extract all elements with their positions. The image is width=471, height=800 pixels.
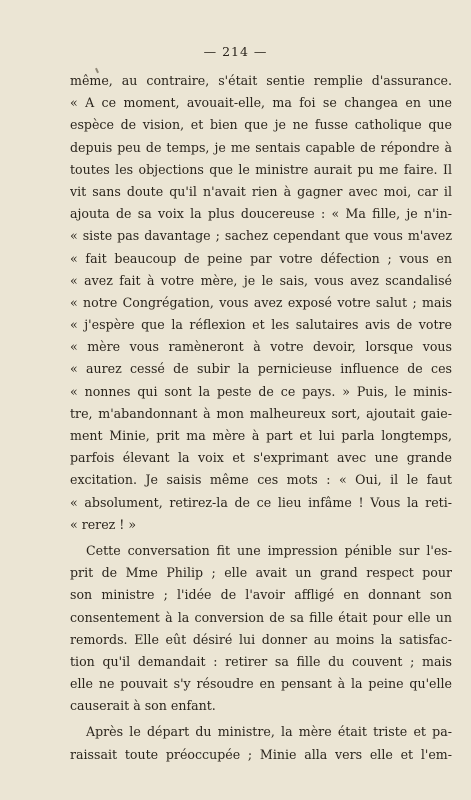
text-line: tion qu'il demandait : retirer sa fille du couvent ; mais	[70, 653, 452, 669]
text-line: excitation. Je saisis même ces mots : « Oui, il le faut	[70, 472, 452, 488]
text-line: parfois élevant la voix et s'exprimant avec une grande	[70, 450, 452, 466]
text-line: Cette conversation fit une impression pénible sur l'es-	[86, 542, 452, 558]
text-line: prit de Mme Philip ; elle avait un grand respect pour	[70, 565, 452, 581]
text-line: « absolument, retirez-la de ce lieu infâme ! Vous la reti-	[70, 494, 452, 510]
text-line: espèce de vision, et bien que je ne fusse catholique que	[70, 117, 452, 133]
text-line: « siste pas davantage ; sachez cependant que vous m'avez	[70, 228, 452, 244]
text-line: remords. Elle eût désiré lui donner au moins la satisfac-	[70, 631, 452, 647]
text-line: ment Minie, prit ma mère à part et lui parla longtemps,	[70, 428, 452, 443]
text-line: causerait à son enfant.	[70, 698, 216, 714]
text-line: depuis peu de temps, je me sentais capable de répondre à	[70, 139, 452, 155]
text-line: elle ne pouvait s'y résoudre en pensant à la peine qu'elle	[70, 676, 452, 692]
page-number: — 214 —	[203, 44, 268, 59]
text-line: tre, m'abandonnant à mon malheureux sort, ajoutait gaie-	[70, 405, 452, 421]
text-line: son ministre ; l'idée de l'avoir affligé en donnant son	[70, 587, 452, 603]
text-line: raissait toute préoccupée ; Minie alla vers elle et l'em-	[70, 746, 452, 762]
text-line: même, au contraire, s'était sentie remplie d'assurance.	[70, 73, 452, 88]
text-line: toutes les objections que le ministre aurait pu me faire. Il	[70, 161, 452, 177]
text-line: « aurez cessé de subir la pernicieuse influence de ces	[70, 361, 452, 377]
body-text	[70, 70, 452, 766]
text-line: « fait beaucoup de peine par votre défection ; vous en	[70, 250, 452, 266]
text-line: « j'espère que la réflexion et les salutaires avis de votre	[70, 317, 452, 333]
text-line: « nonnes qui sont la peste de ce pays. » Puis, le minis-	[70, 383, 452, 399]
text-line: consentement à la conversion de sa fille était pour elle un	[70, 609, 452, 625]
text-line: Après le départ du ministre, la mère était triste et pa-	[86, 724, 452, 740]
text-line: « avez fait à votre mère, je le sais, vous avez scandalisé	[70, 272, 452, 288]
text-line: « mère vous ramèneront à votre devoir, lorsque vous	[70, 339, 452, 355]
text-line: ajouta de sa voix la plus doucereuse : « Ma fille, je n'in-	[70, 206, 452, 222]
text-line: « A ce moment, avouait-elle, ma foi se changea en une	[70, 95, 452, 111]
text-line: vit sans doute qu'il n'avait rien à gagner avec moi, car il	[70, 183, 452, 199]
text-line: « notre Congrégation, vous avez exposé votre salut ; mais	[70, 294, 452, 310]
text-line: « rerez ! »	[70, 516, 137, 532]
